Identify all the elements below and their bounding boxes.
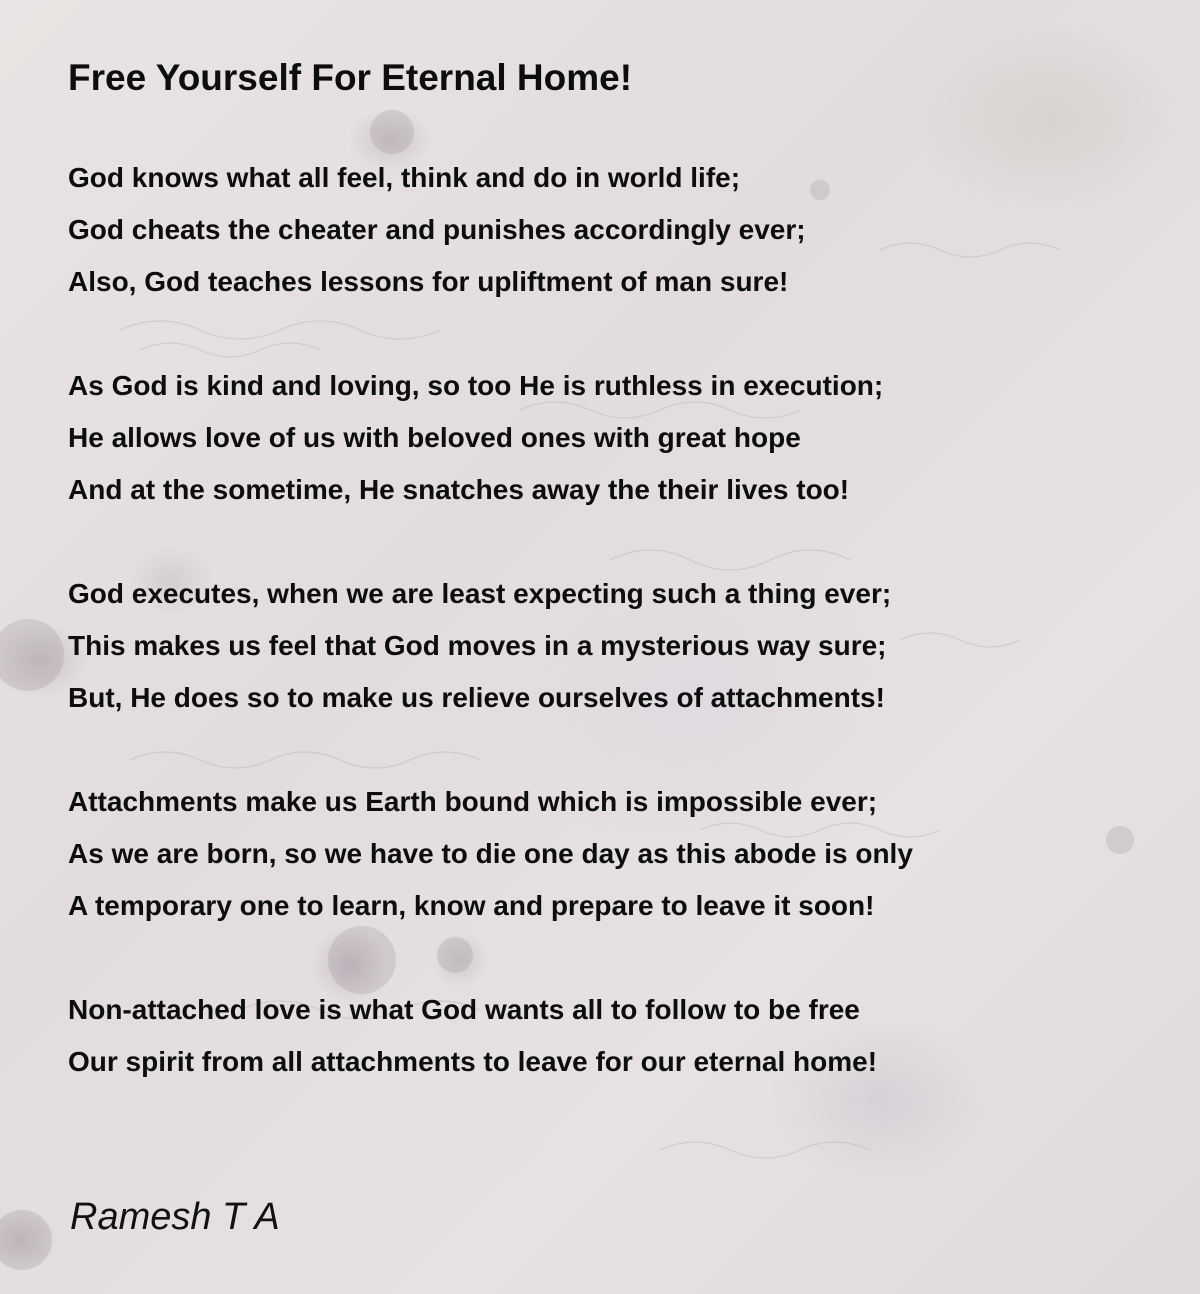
poem-line: But, He does so to make us relieve ourselves of attachments!: [68, 682, 885, 713]
stanza-3: [68, 568, 913, 724]
stanza-5: [68, 984, 913, 1088]
poem-line: Non-attached love is what God wants all to follow to be free: [68, 994, 860, 1025]
poem-body: [68, 152, 913, 1140]
stanza-2: [68, 360, 913, 516]
poem-line: As we are born, so we have to die one day as this abode is only: [68, 838, 913, 869]
poem-line: He allows love of us with beloved ones with great hope: [68, 422, 801, 453]
stanza-4: [68, 776, 913, 932]
stanza-1: [68, 152, 913, 308]
poem-line: A temporary one to learn, know and prepare to leave it soon!: [68, 890, 875, 921]
poem-line: Our spirit from all attachments to leave for our eternal home!: [68, 1046, 878, 1077]
poem-author: Ramesh T A: [70, 1196, 280, 1238]
poem-line: God executes, when we are least expecting such a thing ever;: [68, 578, 892, 609]
poem-line: Also, God teaches lessons for upliftment of man sure!: [68, 266, 789, 297]
poem-line: God knows what all feel, think and do in world life;: [68, 162, 741, 193]
poem-line: Attachments make us Earth bound which is impossible ever;: [68, 786, 878, 817]
poem-title: Free Yourself For Eternal Home!: [68, 57, 633, 98]
poem-line: This makes us feel that God moves in a mysterious way sure;: [68, 630, 887, 661]
poem-line: As God is kind and loving, so too He is ruthless in execution;: [68, 370, 884, 401]
poem-line: And at the sometime, He snatches away the their lives too!: [68, 474, 850, 505]
poem-line: God cheats the cheater and punishes accordingly ever;: [68, 214, 806, 245]
